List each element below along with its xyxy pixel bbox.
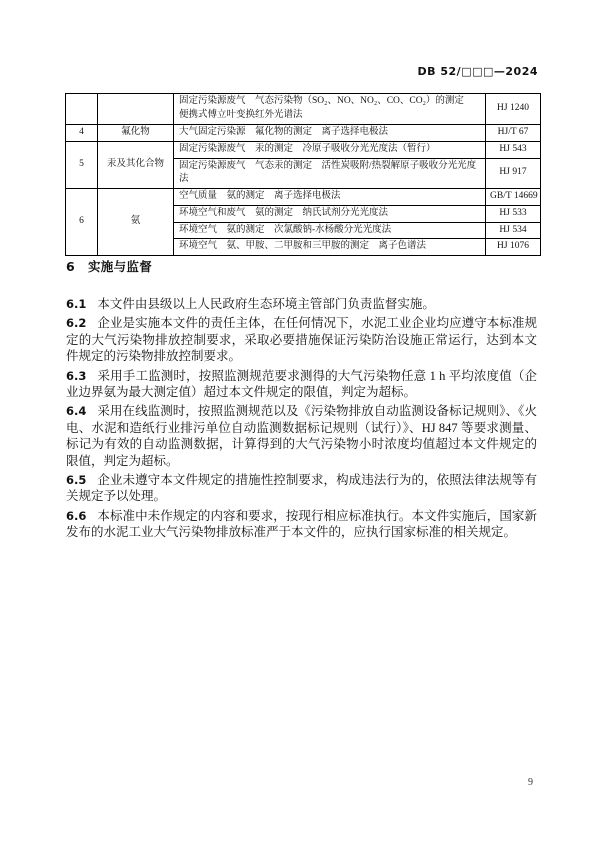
clause-text: 企业未遵守本文件规定的措施性控制要求，构成违法行为的，依照法律法规等有关规定予以处理。 — [66, 473, 537, 504]
table-row — [66, 94, 541, 125]
cell-method: 固定污染源废气 气态污染物（SO₂、NO、NO₂、CO、CO₂）的测定 便携式傅立叶变换红外光谱法 — [174, 94, 486, 125]
cell-serial — [66, 94, 98, 125]
cell-pollutant: 氨 — [98, 189, 174, 256]
cell-method: 大气固定污染源 氟化物的测定 离子选择电极法 — [174, 125, 486, 142]
cell-method: 固定污染源废气 气态汞的测定 活性炭吸附/热裂解原子吸收分光光度法 — [174, 158, 486, 189]
cell-pollutant: 汞及其化合物 — [98, 141, 174, 188]
cell-standard: HJ 534 — [486, 222, 541, 239]
cell-method: 空气质量 氨的测定 离子选择电极法 — [174, 189, 486, 206]
page-number: 9 — [528, 777, 533, 788]
clause-text: 采用手工监测时，按照监测规范要求测得的大气污染物任意 1 h 平均浓度值（企业边界氨为最大测定值）超过本文件规定的限值，判定为超标。 — [66, 368, 537, 400]
cell-serial: 4 — [66, 125, 98, 142]
cell-serial: 6 — [66, 189, 98, 256]
cell-standard: HJ 533 — [486, 205, 541, 222]
cell-standard: GB/T 14669 — [486, 189, 541, 206]
clause-6-2 — [66, 315, 537, 364]
pollutant-methods-table — [65, 93, 541, 256]
table-row — [66, 189, 541, 206]
cell-standard: HJ 1076 — [486, 239, 541, 256]
clause-6-5 — [66, 472, 537, 505]
cell-method: 环境空气和废气 氨的测定 纳氏试剂分光光度法 — [174, 205, 486, 222]
clause-6-1 — [66, 296, 537, 312]
cell-standard: HJ/T 67 — [486, 125, 541, 142]
section-implementation-supervision — [66, 257, 537, 544]
cell-method: 固定污染源废气 汞的测定 冷原子吸收分光光度法（暂行） — [174, 141, 486, 158]
clause-6-6 — [66, 508, 537, 541]
table-row — [66, 141, 541, 158]
clause-text: 企业是实施本文件的责任主体，在任何情况下，水泥工业企业均应遵守本标准规定的大气污染物排放控制要求，采取必要措施保证污染防治设施正常运行，达到本文件规定的污染物排放控制要求。 — [66, 316, 537, 364]
clause-number: 6.2 — [66, 316, 87, 331]
section-title: 实施与监督 — [88, 259, 153, 274]
clause-text: 采用在线监测时，按照监测规范以及《污染物排放自动监测设备标记规则》、《火电、水泥和造纸行业排污单位自动监测数据标记规则（试行）》、HJ 847 等要求测量、标记为有效的自动监测数据，计算得到的大气污染物小时浓度均值超过本文件规定的限值，判定为超标。 — [66, 404, 537, 468]
clause-number: 6.3 — [66, 368, 87, 383]
section-heading — [66, 257, 537, 275]
doc-number: DB 52/□□□—2024 — [417, 65, 538, 78]
clause-6-4 — [66, 403, 537, 469]
clause-number: 6.5 — [66, 473, 87, 488]
clause-number: 6.4 — [66, 404, 87, 419]
cell-standard: HJ 917 — [486, 158, 541, 189]
clause-6-3 — [66, 368, 537, 401]
cell-serial: 5 — [66, 141, 98, 188]
cell-pollutant: 氟化物 — [98, 125, 174, 142]
cell-pollutant — [98, 94, 174, 125]
table-row — [66, 125, 541, 142]
clause-text: 本标准中未作规定的内容和要求，按现行相应标准执行。本文件实施后，国家新发布的水泥工业大气污染物排放标准严于本文件的，应执行国家标准的相关规定。 — [66, 508, 537, 540]
cell-standard: HJ 543 — [486, 141, 541, 158]
clause-text: 本文件由县级以上人民政府生态环境主管部门负责监督实施。 — [97, 297, 435, 311]
cell-method: 环境空气 氨的测定 次氯酸钠-水杨酸分光光度法 — [174, 222, 486, 239]
clause-number: 6.6 — [66, 508, 87, 523]
cell-method: 环境空气 氨、甲胺、二甲胺和三甲胺的测定 离子色谱法 — [174, 239, 486, 256]
cell-standard: HJ 1240 — [486, 94, 541, 125]
section-number: 6 — [66, 259, 75, 274]
clause-number: 6.1 — [66, 297, 87, 311]
